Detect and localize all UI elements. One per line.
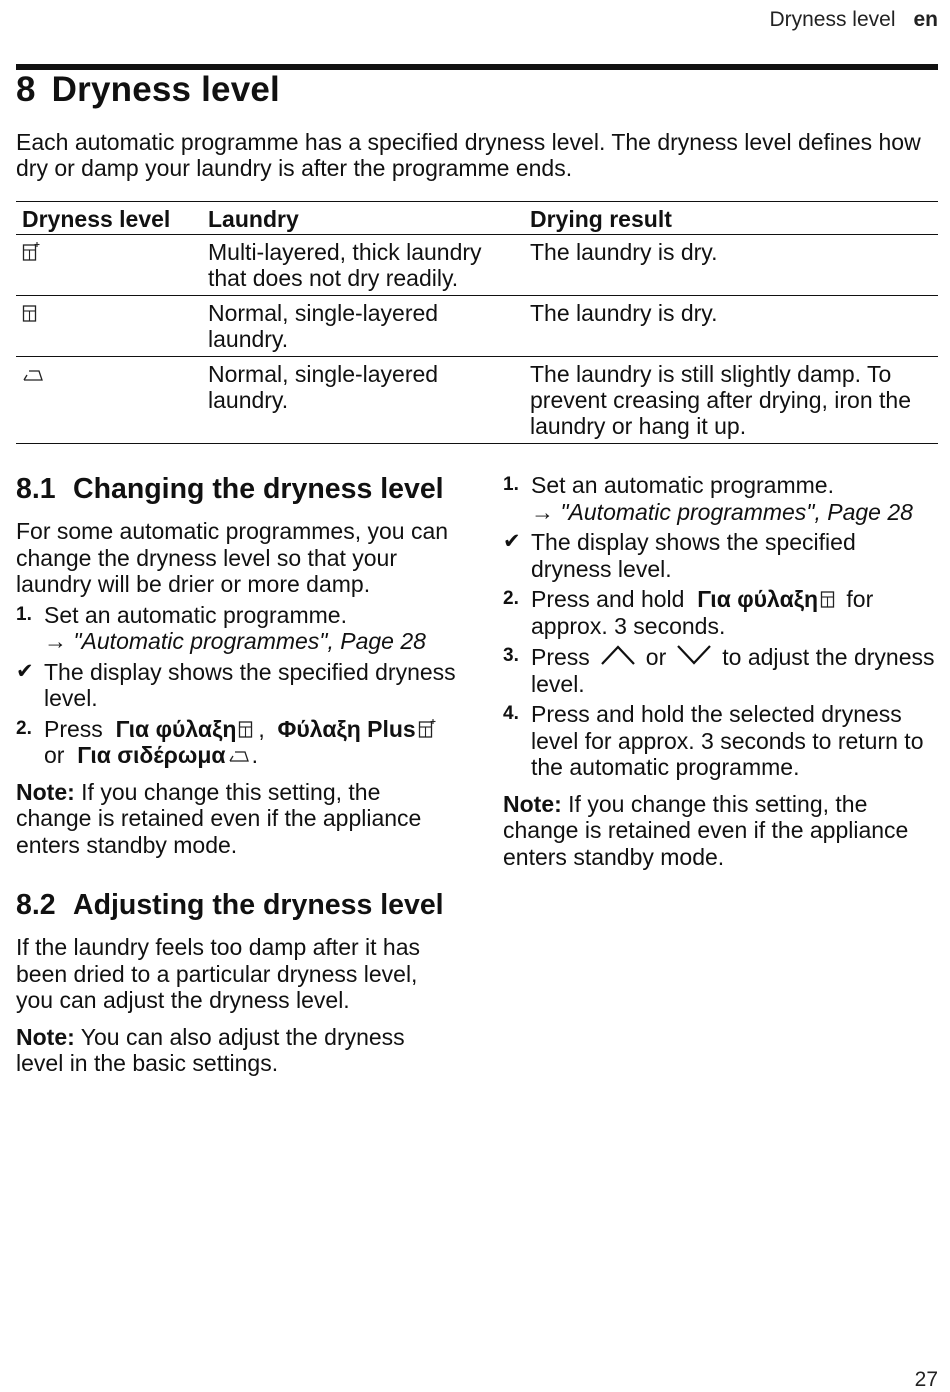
section-title: Adjusting the dryness level (73, 889, 444, 921)
table-cell: The laundry is still slightly damp. To prevent creasing after drying, iron the laundry or hang it up. (524, 357, 938, 444)
section-intro: For some automatic programmes, you can change the dryness level so that your laundry will be drier or more damp. (16, 518, 449, 597)
table-header-row (16, 202, 938, 235)
connector-text: or (645, 644, 667, 670)
note (503, 791, 939, 871)
chapter-intro: Each automatic programme has a specified dryness level. The dryness level defines how dry or damp your laundry is after the programme ends. (16, 129, 921, 181)
note-label: Note: (16, 1023, 75, 1050)
step-number: 2. (16, 717, 32, 739)
section-intro: If the laundry feels too damp after it has been dried to a particular dryness level, you can adjust the dryness level. (16, 934, 421, 1013)
checkmark-icon: ✔ (16, 659, 34, 683)
step-text: Press (531, 644, 590, 670)
button-label-storage: Για φύλαξη (115, 715, 237, 742)
step-result (16, 659, 456, 712)
button-label-storage: Για φύλαξη (697, 586, 819, 612)
step-text: Set an automatic programme. (531, 472, 834, 498)
chapter-title-text: Dryness level (51, 70, 280, 109)
extra-dry-icon (418, 718, 436, 740)
step-number: 4. (503, 703, 519, 724)
cupboard-dry-icon (820, 588, 838, 610)
section-8-2 (16, 888, 456, 1077)
table-cell: Multi-layered, thick laundry that does not dry readily. (202, 235, 524, 296)
table-header-cell: Drying result (524, 202, 938, 235)
cross-reference-link[interactable]: → "Automatic programmes", Page 28 (531, 498, 913, 525)
table-cell-icon (16, 235, 202, 296)
table-cell-icon (16, 296, 202, 357)
table-cell: The laundry is dry. (524, 296, 938, 357)
table-header-cell: Laundry (202, 202, 524, 235)
table-cell: Normal, single-layered laundry. (202, 357, 524, 444)
step-item (16, 602, 456, 655)
table-cell: Normal, single-layered laundry. (202, 296, 524, 357)
cupboard-dry-icon (238, 718, 256, 740)
step-result (503, 529, 939, 582)
note-text: If you change this setting, the change is retained even if the appliance enters standby mode. (16, 778, 422, 858)
button-label-storage-plus: Φύλαξη Plus (277, 715, 416, 742)
step-item (503, 472, 939, 525)
checkmark-icon: ✔ (503, 530, 521, 553)
chapter-title (16, 70, 280, 110)
right-column (503, 472, 939, 870)
section-heading (16, 472, 456, 506)
punctuation: , (258, 715, 265, 742)
step-text: Set an automatic programme. (44, 601, 347, 628)
chevron-down-icon (672, 643, 716, 667)
step-number: 3. (503, 645, 519, 666)
note (16, 1024, 456, 1077)
button-label-ironing: Για σιδέρωμα (77, 742, 226, 768)
section-heading (16, 888, 456, 922)
step-text: for approx. 3 seconds. (531, 586, 874, 639)
step-result-text: The display shows the specified dryness level. (44, 658, 456, 711)
extra-dry-icon (22, 241, 40, 263)
step-text: Press (44, 715, 103, 742)
table-row (16, 235, 938, 296)
punctuation: . (251, 742, 258, 768)
table-header-cell: Dryness level (16, 202, 202, 235)
step-item (503, 643, 939, 697)
page-number: 27 (914, 1368, 938, 1391)
chapter-number: 8 (16, 70, 36, 109)
table-row (16, 357, 938, 444)
cupboard-dry-icon (22, 302, 40, 324)
note-text: If you change this setting, the change is retained even if the appliance enters standby mode. (503, 790, 909, 870)
note (16, 779, 456, 859)
step-number: 2. (503, 588, 519, 609)
header-section-title: Dryness level (769, 8, 896, 31)
connector-text: or (44, 742, 65, 768)
table-cell-icon (16, 357, 202, 444)
step-item (503, 701, 939, 781)
section-title: Changing the dryness level (73, 473, 444, 505)
table-cell: The laundry is dry. (524, 235, 938, 296)
iron-dry-icon (22, 363, 44, 385)
cross-reference-link[interactable]: → "Automatic programmes", Page 28 (44, 628, 426, 654)
step-item (16, 716, 456, 769)
step-number: 1. (503, 474, 519, 495)
section-number: 8.1 (16, 473, 56, 505)
table-row (16, 296, 938, 357)
section-number: 8.2 (16, 889, 56, 921)
note-label: Note: (16, 778, 75, 805)
step-text: Press and hold (531, 586, 685, 612)
header-language: en (913, 8, 938, 31)
left-column (16, 472, 456, 1077)
running-header (769, 8, 938, 32)
chevron-up-icon (596, 643, 640, 667)
dryness-table (16, 201, 938, 444)
step-text: to adjust the dryness level. (531, 644, 935, 697)
step-number: 1. (16, 603, 32, 625)
step-result-text: The display shows the specified dryness level. (531, 529, 856, 582)
note-label: Note: (503, 790, 562, 817)
note-text: You can also adjust the dryness level in the basic settings. (16, 1023, 405, 1076)
iron-dry-icon (228, 744, 250, 766)
step-text: Press and hold the selected dryness level for approx. 3 seconds to return to the automatic programme. (531, 701, 924, 780)
step-item (503, 586, 939, 639)
